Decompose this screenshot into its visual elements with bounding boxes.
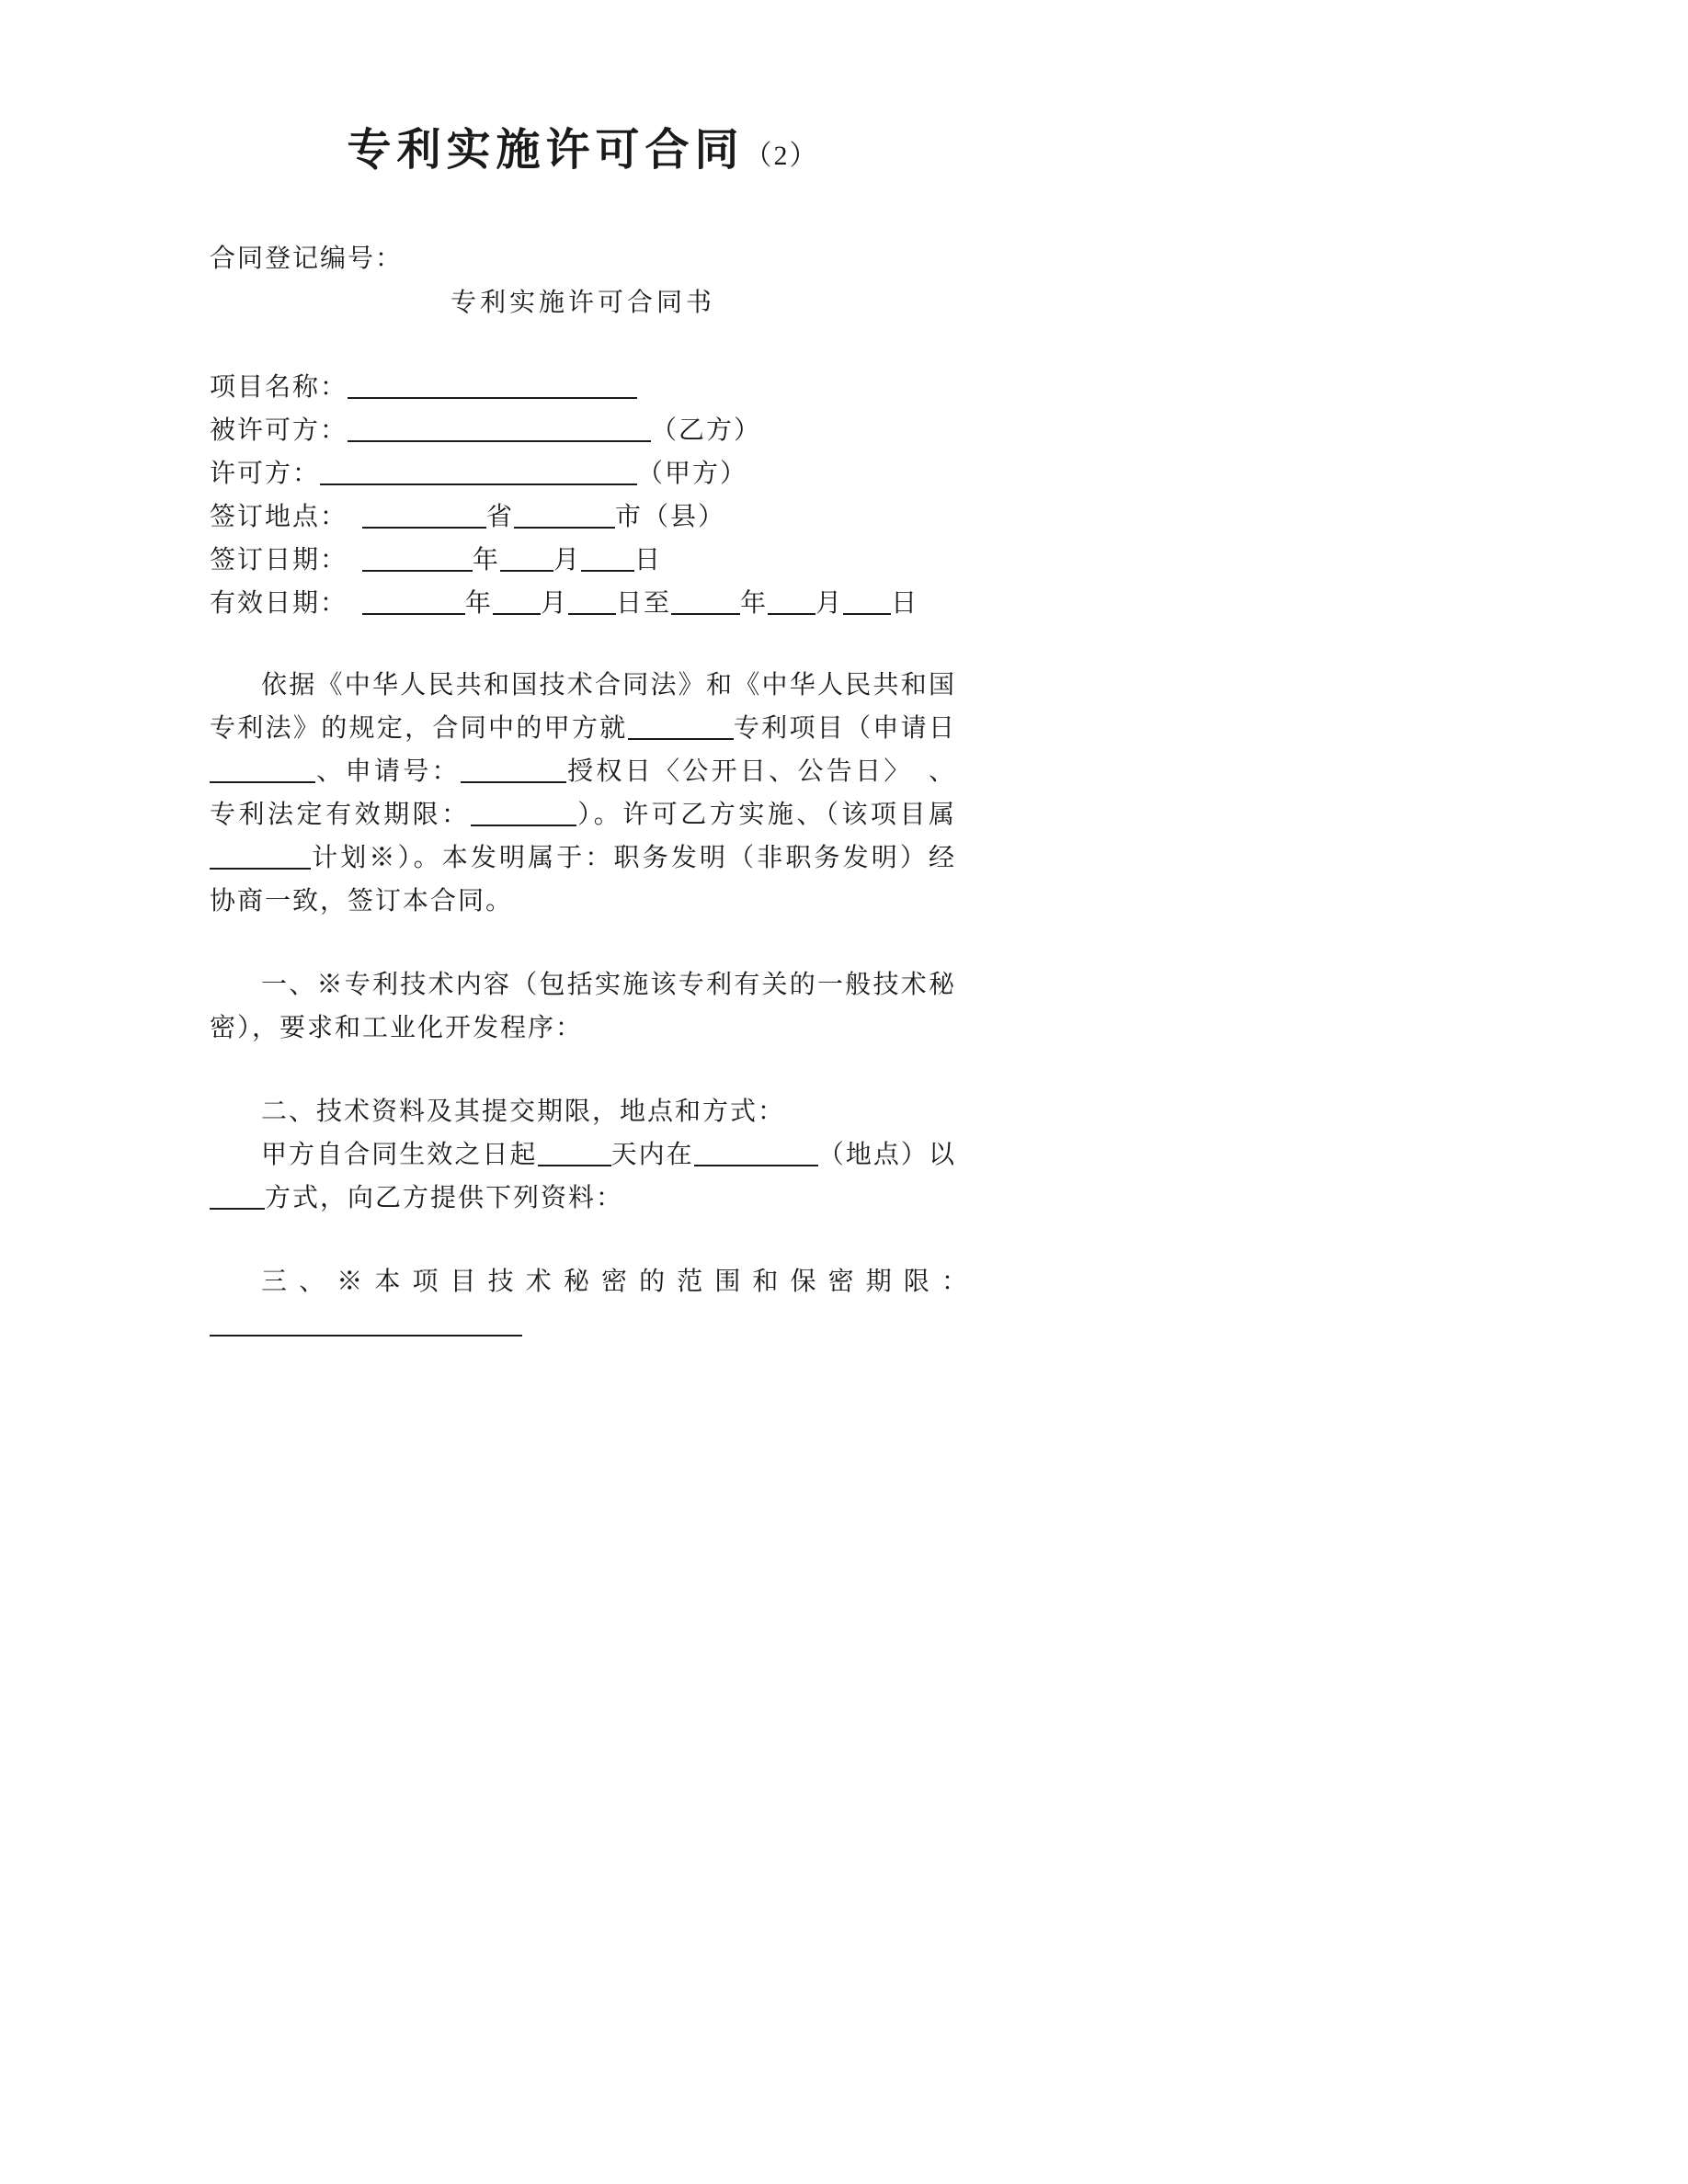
blank-underline [348, 371, 637, 399]
text-run: 月 [541, 589, 569, 618]
text-run: 日至 [616, 589, 672, 618]
text-run: 省 [486, 503, 515, 531]
blank-underline [514, 501, 615, 529]
registration-number-label: 合同登记编号： [210, 245, 404, 273]
text-run: （地点）以 [817, 1141, 956, 1169]
text-run: 月 [553, 546, 582, 574]
blank-underline [210, 756, 315, 783]
blank-underline [348, 415, 651, 442]
blank-underline [538, 1139, 611, 1166]
text-run: 方式，向乙方提供下列资料： [265, 1184, 624, 1212]
blank-underline [362, 587, 465, 615]
blank-underline [568, 587, 616, 615]
text-run: 甲方自合同生效之日起 [261, 1141, 538, 1169]
text-run: 一、※专利技术内容（包括实施该专利有关的一般技术秘密），要求和工业化开发程序： [210, 971, 956, 1042]
field-licensor [210, 452, 956, 495]
text-run: （甲方） [637, 460, 748, 488]
document-subtitle: 专利实施许可合同书 [450, 289, 715, 317]
field-valid-date [210, 582, 956, 625]
text-run: 日 [634, 546, 663, 574]
field-signing-place [210, 495, 956, 539]
text-run: 许可方： [210, 460, 321, 488]
text-run: 、申请号： [315, 757, 461, 786]
field-licensee [210, 409, 956, 452]
header-fields [210, 366, 956, 625]
text-run: 被许可方： [210, 416, 348, 445]
blank-underline [768, 587, 815, 615]
text-run: 专利项目（申请日 [733, 714, 956, 743]
field-project-name [210, 366, 956, 409]
blank-underline [843, 587, 891, 615]
text-run: 授权日〈公开日、公告日〉 、专利法定有效期限： [210, 757, 956, 829]
section-three-paragraph [210, 1260, 984, 1347]
text-run: 计划※）。本发明属于：职务发明（非职务发明）经协商一致，签订本合同。 [210, 844, 956, 916]
section-one-paragraph [210, 963, 956, 1050]
blank-underline [362, 501, 486, 529]
text-run: 月 [815, 589, 844, 618]
text-run: 签订日期： [210, 546, 363, 574]
section-two-body [210, 1133, 956, 1220]
blank-underline [362, 544, 473, 572]
text-run: 项目名称： [210, 373, 348, 402]
blank-underline [471, 799, 576, 826]
intro-paragraph [210, 664, 956, 923]
text-run: 有效日期： [210, 589, 363, 618]
document-title [210, 118, 956, 189]
text-run: 二、技术资料及其提交期限，地点和方式： [261, 1098, 786, 1126]
text-run: 日 [891, 589, 919, 618]
document-content [210, 118, 984, 1347]
text-run: 年 [473, 546, 501, 574]
blank-underline [210, 1309, 522, 1337]
blank-underline [493, 587, 541, 615]
blank-underline [320, 458, 637, 485]
text-run: 签订地点： [210, 503, 363, 531]
text-run: ）。许可乙方实施、（该项目属 [576, 801, 956, 829]
blank-underline [210, 1182, 265, 1210]
section-two-heading [210, 1090, 956, 1133]
blank-underline [500, 544, 553, 572]
blank-underline [210, 842, 311, 870]
text-run: 市（县） [615, 503, 726, 531]
text-run: 天内在 [610, 1141, 694, 1169]
blank-underline [581, 544, 634, 572]
blank-underline [671, 587, 740, 615]
title-text: 专利实施许可合同 [347, 126, 745, 175]
text-run: 依据《中华人民共和国技术合同法》和《中华人民共和国专利法》的规定，合同中的甲方就 [210, 671, 956, 743]
blank-underline [694, 1139, 818, 1166]
text-run: 年 [465, 589, 494, 618]
text-run: 三、※本项目技术秘密的范围和保密期限： [261, 1268, 984, 1296]
blank-underline [461, 756, 566, 783]
field-signing-date [210, 539, 956, 582]
text-run: （乙方） [651, 416, 762, 445]
text-run: 年 [740, 589, 769, 618]
blank-underline [628, 712, 734, 740]
title-note: （2） [744, 141, 819, 171]
